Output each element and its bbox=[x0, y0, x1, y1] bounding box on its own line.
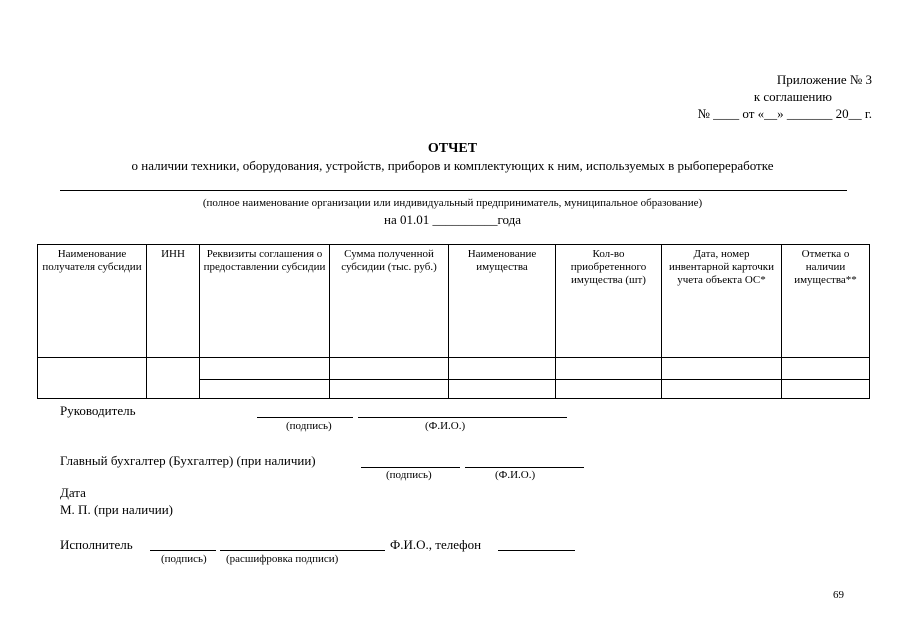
date-label: Дата bbox=[60, 485, 86, 500]
executor-decode-line[interactable] bbox=[220, 550, 385, 551]
table-cell[interactable] bbox=[782, 358, 870, 380]
header-quantity: Кол-во приобретенного имущества (шт) bbox=[556, 245, 662, 358]
table-cell[interactable] bbox=[449, 380, 556, 399]
table-cell[interactable] bbox=[449, 358, 556, 380]
table-cell[interactable] bbox=[556, 380, 662, 399]
appendix-line-3: № ____ от «__» _______ 20__ г. bbox=[697, 106, 872, 121]
table-cell[interactable] bbox=[782, 380, 870, 399]
accountant-label: Главный бухгалтер (Бухгалтер) (при наличии) bbox=[60, 453, 316, 468]
appendix-line-2: к соглашению bbox=[753, 89, 832, 104]
table-cell[interactable] bbox=[200, 380, 330, 399]
organization-name-line bbox=[60, 190, 847, 191]
report-table bbox=[37, 244, 870, 399]
head-fio-line[interactable] bbox=[358, 417, 567, 418]
table-cell[interactable] bbox=[556, 358, 662, 380]
page-number: 69 bbox=[833, 589, 844, 601]
report-date-line: на 01.01 __________года bbox=[384, 212, 521, 227]
head-signature-caption: (подпись) bbox=[286, 420, 332, 432]
table-cell[interactable] bbox=[662, 358, 782, 380]
stamp-label: М. П. (при наличии) bbox=[60, 502, 174, 517]
accountant-fio-caption: (Ф.И.О.) bbox=[495, 469, 536, 481]
header-recipient: Наименование получателя субсидии bbox=[38, 245, 147, 358]
table-cell[interactable] bbox=[200, 358, 330, 380]
header-agreement: Реквизиты соглашения о предоставлении субсидии bbox=[200, 245, 330, 358]
head-label: Руководитель bbox=[60, 403, 136, 418]
header-inn: ИНН bbox=[147, 245, 200, 358]
table-cell[interactable] bbox=[662, 380, 782, 399]
accountant-signature-caption: (подпись) bbox=[386, 469, 432, 481]
header-property-name: Наименование имущества bbox=[449, 245, 556, 358]
table-cell[interactable] bbox=[147, 358, 200, 399]
executor-decode-caption: (расшифровка подписи) bbox=[226, 553, 339, 565]
accountant-signature-line[interactable] bbox=[361, 467, 460, 468]
head-fio-caption: (Ф.И.О.) bbox=[425, 420, 466, 432]
executor-signature-line[interactable] bbox=[150, 550, 216, 551]
report-subtitle: о наличии техники, оборудования, устройств, приборов и комплектующих к ним, используемых в рыбопереработке bbox=[131, 158, 774, 173]
appendix-line-1: Приложение № 3 bbox=[776, 72, 872, 87]
table-header-row bbox=[38, 245, 870, 358]
executor-signature-caption: (подпись) bbox=[161, 553, 207, 565]
accountant-fio-line[interactable] bbox=[465, 467, 584, 468]
header-subsidy-sum: Сумма полученной субсидии (тыс. руб.) bbox=[330, 245, 449, 358]
header-inventory-card: Дата, номер инвентарной карточки учета объекта ОС* bbox=[662, 245, 782, 358]
executor-label: Исполнитель bbox=[60, 537, 133, 552]
table-cell[interactable] bbox=[38, 358, 147, 399]
table-cell[interactable] bbox=[330, 380, 449, 399]
table-cell[interactable] bbox=[330, 358, 449, 380]
executor-contact-label: Ф.И.О., телефон bbox=[390, 537, 482, 552]
table-row bbox=[38, 358, 870, 380]
executor-phone-line[interactable] bbox=[498, 550, 575, 551]
organization-name-hint: (полное наименование организации или индивидуальный предприниматель, муниципальное образование) bbox=[202, 197, 703, 209]
header-availability: Отметка о наличии имущества** bbox=[782, 245, 870, 358]
report-title: ОТЧЕТ bbox=[427, 141, 478, 156]
head-signature-line[interactable] bbox=[257, 417, 353, 418]
